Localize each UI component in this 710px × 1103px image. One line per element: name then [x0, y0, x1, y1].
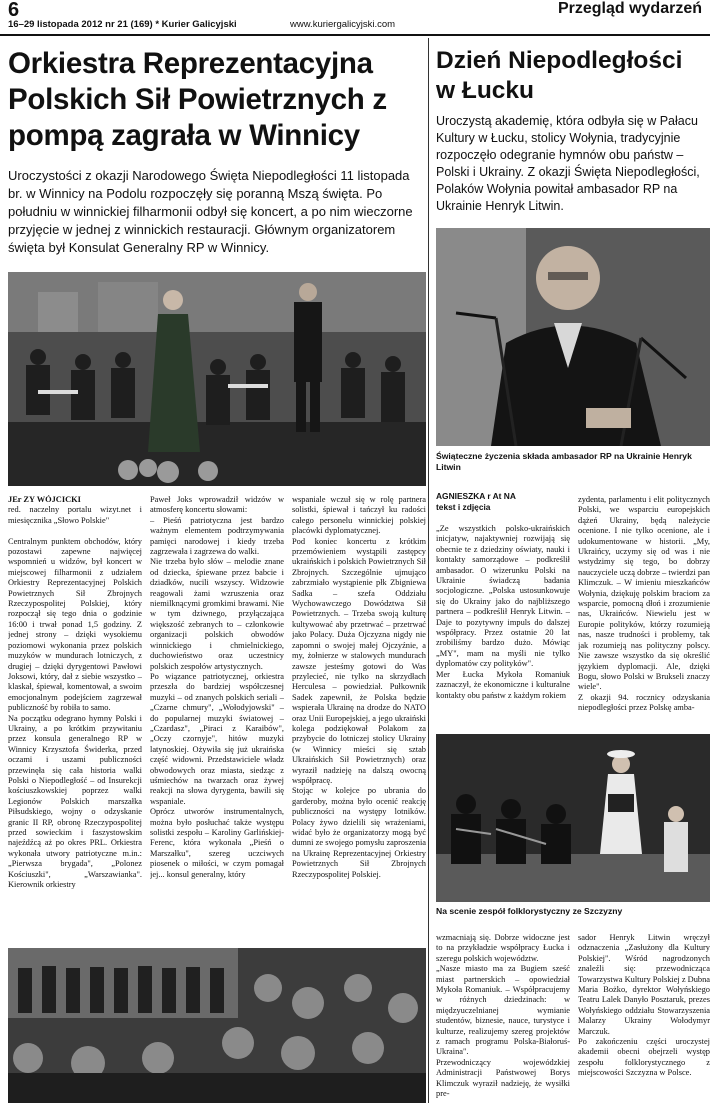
- column-divider: [428, 38, 429, 1103]
- article2-headline: Dzień Niepodległości w Łucku: [436, 47, 683, 104]
- article1-text-1: Centralnym punktem obchodów, który pozostawi zapewne najwięcej wspomnień u widzów, był koncert w miejscowej filharmonii z udziałem Orkiestry Reprezentacyjnej Polskich Powietrznych Sił Zbrojnych Rzeczypospolitej Polskiej, który rozpoczął się tego dnia o godzinie 16:00 i trwał ponad 1,5 godziny. Z jednej strony – dzięki wysokiemu poziomowi wykonania przez polskich muzyków w mundurach lotniczych, z drugiej – dzięki dyrygentowi Pawłowi Joksowi, który, dał z siebie wszystko – klaskał, śpiewał, komentował, a swoim emocjonalnym podejściem zagrzewał publiczność by robiła to samo. Na początku odegrano hymny Polski i Ukrainy, a po krótkim przywitaniu przez konsula generalnego RP w Winnicy Krzysztofa Świderka, przed oczami i uszami publiczności przewinęła się cała historia walki Polski o Niepodległość – od Insurekcji kościuszkowskiej poprzez walki Legionów Polskich marszałka Piłsudskiego, wojny o odzyskanie granic II RP, obronę Rzeczypospolitej przed sowieckim i faszystowskim najeźdźcą aż po okres PRL. Orkiestra wykonała utwory patriotyczne m.in.: „Pierwsza brygada", „Polonez Kościuszki", „Warszawianka". Kierownik orkiestry: [8, 536, 142, 890]
- section-title: Przegląd wydarzeń: [557, 0, 702, 17]
- article1-column-1: [8, 495, 142, 942]
- folk-photo-caption: Na scenie zespół folklorystyczny ze Szczyzny: [436, 906, 623, 916]
- article2-lead: Uroczystą akademię, która odbyła się w Pałacu Kultury w Łucku, stolicy Wołynia, tradycyjnie rozpoczęło odegranie hymnów obu państw – Polski i Ukrainy. Z okazji Święta Niepodległości, Polaków Wołynia powitał ambasador RP na Ukrainie Henryk Litwin.: [436, 114, 700, 213]
- article2-column-2: zydenta, parlamentu i elit politycznych Polski, we wsparciu europejskich dążeń Ukrainy, będą należycie ocenione. I nie tylko ocenione, ale i udokumentowane w historii. „My, Ukraińcy, uczymy się od was i nie wstydzimy się tego, bo dobrzy nauczyciele uczą dobrze – twierdzi pan Klimczuk. – W imieniu mieszkańców Wołynia, dziękuję polskim braciom za wsparcie, pomocną dłoń i zrozumienie nas, Ukraińców. Niewielu jest w Europie polityków, którzy rozumieją nas, nasze trudności i problemy, tak jak rozumieją nas polityczny polscy. Nie zawsze wszystko da się określić językiem dyplomacji. Ale, dzięki Bogu, słowo Polski w Brukseli znaczy wiele". Z okazji 94. rocznicy odzyskania niepodległości przez Polskę amba-: [578, 495, 710, 713]
- article2-column-3: wzmacniają się. Dobrze widoczne jest to na przykładzie współpracy Łucka i szeregu polskich województw. „Nasze miasto ma za Bugiem sześć miast partnerskich – opowiedział Mykoła Romaniuk. – Współpracujemy w różnych dziedzinach: w międzyuczelnianej wymianie studentów, biznesie, nauce, turystyce i kulturze, realizujemy szereg projektów z ramach programu Polska-Białoruś-Ukraina". Przewodniczący wojewódzkiej Administracji Państwowej Borys Klimczuk wyraził nadzieję, że wysiłki pre-: [436, 933, 570, 1099]
- article2-author: AGNIESZKA r At NA: [436, 491, 516, 501]
- article2-column-1: „Ze wszystkich polsko-ukraińskich inicjatyw, najaktywniej rozwijają się obecnie te z dziedziny oświaty, nauki i kontakty samorządowe – podkreślił ambasador. O wizerunku Polski na Ukrainie świadczą badania socjologiczne. „Polska ustosunkowuje się do Ukrainy jako do najbliższego partnera – podkreślił Henryk Litwin. – Daje to pozytywny impuls do dalszej współpracy. Przez ostatnie 20 lat zrobiliśmy bardzo dużo. Mówiąc „MY", mam na myśli nie tylko dyplomatów czy polityków". Mer Łucka Mykoła Romaniuk zaznaczył, że ekonomiczne i kulturalne kontakty obu państw z każdym rokiem: [436, 524, 570, 700]
- issue-info: 16–29 listopada 2012 nr 21 (169) * Kurier Galicyjski: [8, 19, 237, 30]
- article2-column-4: sador Henryk Litwin wręczył odznaczenia „Zasłużony dla Kultury Polskiej". Wśród nagrodzonych znaleźli się: przewodnicząca Towarzystwa Kultury Polskiej z Dubna Maria Bożko, dyrektor Wołyńskiego Teatru Lalek Danyło Posztaruk, prezes Wołyńskiego oddziału Stowarzyszenia Malarzy Ukrainy Wołodymyr Marczuk. Po zakończeniu części uroczystej akademii obecni obejrzeli występ zespołu folklorystycznego z miejscowości Szczyzna w Polsce.: [578, 933, 710, 1078]
- article2-byline: [436, 491, 570, 512]
- article1-column-3: wspaniale wczuł się w rolę partnera solistki, śpiewał i tańczył ku radości całego personelu winnickiej polskiej placówki dyplomatycznej. Pod koniec koncertu z krótkim przemówieniem wystąpili zastępcy ukraińskich i polskich Powietrznych Sił Zbrojnych. Szczególnie ujmująco zabrzmiało wystąpienie płk Zbigniewa Sadka – szefa Oddziału Wychowawczego Dowództwa Sił Powietrznych. – Trzeba swoją kulturę kultywować aby przetrwać – przetrwać jako Polacy. Duża Ojczyzna nigdy nie zapomni o swojej małej Ojczyźnie, a my, żołnierze w stalowych mundurach zawsze jesteśmy gotowi do Was przylecieć, nie tylko na skrzydłach Herculesa – powiedział. Pułkownik Sadek zapewnił, że Polska będzie wspierała Ukrainę na drodze do NATO oraz Unii Europejskiej, a jego ukraiński kolega podziękował Polakom za przybycie do lotniczej stolicy Ukrainy (w Winnicy mieści się sztab Ukraińskich Sił Powietrznych) oraz wyraził nadzieję na dalszą owocną współpracę. Stojąc w kolejce po ubrania do garderoby, można było ocenić reakcję publiczności na występy lotników. Polacy żywo dzielili się wrażeniami, widać było że organizatorzy mogą być dumni ze swojego pomysłu zaproszenia na Ukrainę Reprezentacyjnej Orkiestry Powietrznych Sił Zbrojnych Rzeczypospolitej Polskiej.: [292, 495, 426, 879]
- article1-lead: Uroczystości z okazji Narodowego Święta Niepodległości 11 listopada br. w Winnicy na Podolu rozpoczęły się poranną Mszą święta. Po południu w winnickiej filharmonii odbył się koncert, a po nim wieczorne przyjęcie w jednej z winnickich restauracji. Głównym organizatorem święta był Konsulat Generalny RP w Winnicy.: [8, 168, 413, 255]
- folk-ensemble-photo: [436, 734, 710, 902]
- article1-column-2: Paweł Joks wprowadził widzów w atmosferę koncertu słowami: – Pieśń patriotyczna jest bardzo ważnym elementem podtrzymywania pamięci narodowej i kiedy trzeba zagrzewała i zagrzewa do walki. Nie trzeba było słów – melodie znane od dziecka, śpiewane przez babcie i dziadków, nucili wszyscy. Widzowie reagowali żami wzruszenia oraz niemilknącymi gromkimi brawami. Nie w tym dziwnego, przyłączająca większość zebranych to – członkowie organizacji polskich obwodów winnickiego i chmielnickiego, duchowieństwo oraz uczestnicy polskich zespołów artystycznych. Po wiązance patriotycznej, orkiestra przeszła do bardziej współczesnej muzyki – od znanych polskich seriali – „Czarne chmury", „Wołodyjowski" – do popularnej muzyki światowej – „Czardasz", „Piraci z Karaibów", „Oczy czornyje", hitów muzyki latynoskiej. Ożywiła się już ukraińska część widowni. Przedstawiciele władz obwodowych oraz miasta, siedząc z uśmiechów na twarzach oraz żywej reakcji na słowa dyrygenta, bawili się wspaniale. Oprócz utworów instrumentalnych, można było posłuchać także występu solistki zespołu – Karoliny Garlińskiej-Ferenc, która wykonała „Pieśń o Marszałku", szereg uczciwych piosenek o miłości, w czym pomagał jej... konsul generalny, który: [150, 495, 284, 879]
- ambassador-photo-caption: Świąteczne życzenia składa ambasador RP na Ukrainie Henryk Litwin: [436, 451, 692, 472]
- orchestra-band-photo: [8, 948, 426, 1103]
- orchestra-concert-photo: [8, 272, 426, 486]
- article2-author-desc: tekst i zdjęcia: [436, 501, 491, 512]
- page-header: [0, 0, 710, 34]
- ambassador-speech-photo: [436, 228, 710, 446]
- article1-headline: Orkiestra Reprezentacyjna Polskich Sił Powietrznych z pompą zagrała w Winnicy: [8, 47, 387, 152]
- article1-author-desc: red. naczelny portalu wizyt.net i miesięcznika „Słowo Polskie": [8, 505, 142, 525]
- page-number: 6: [8, 0, 20, 21]
- article1-author: JEr ZY WÓJCICKI: [8, 495, 81, 504]
- site-url[interactable]: www.kuriergalicyjski.com: [290, 19, 396, 30]
- header-rule: [0, 34, 710, 36]
